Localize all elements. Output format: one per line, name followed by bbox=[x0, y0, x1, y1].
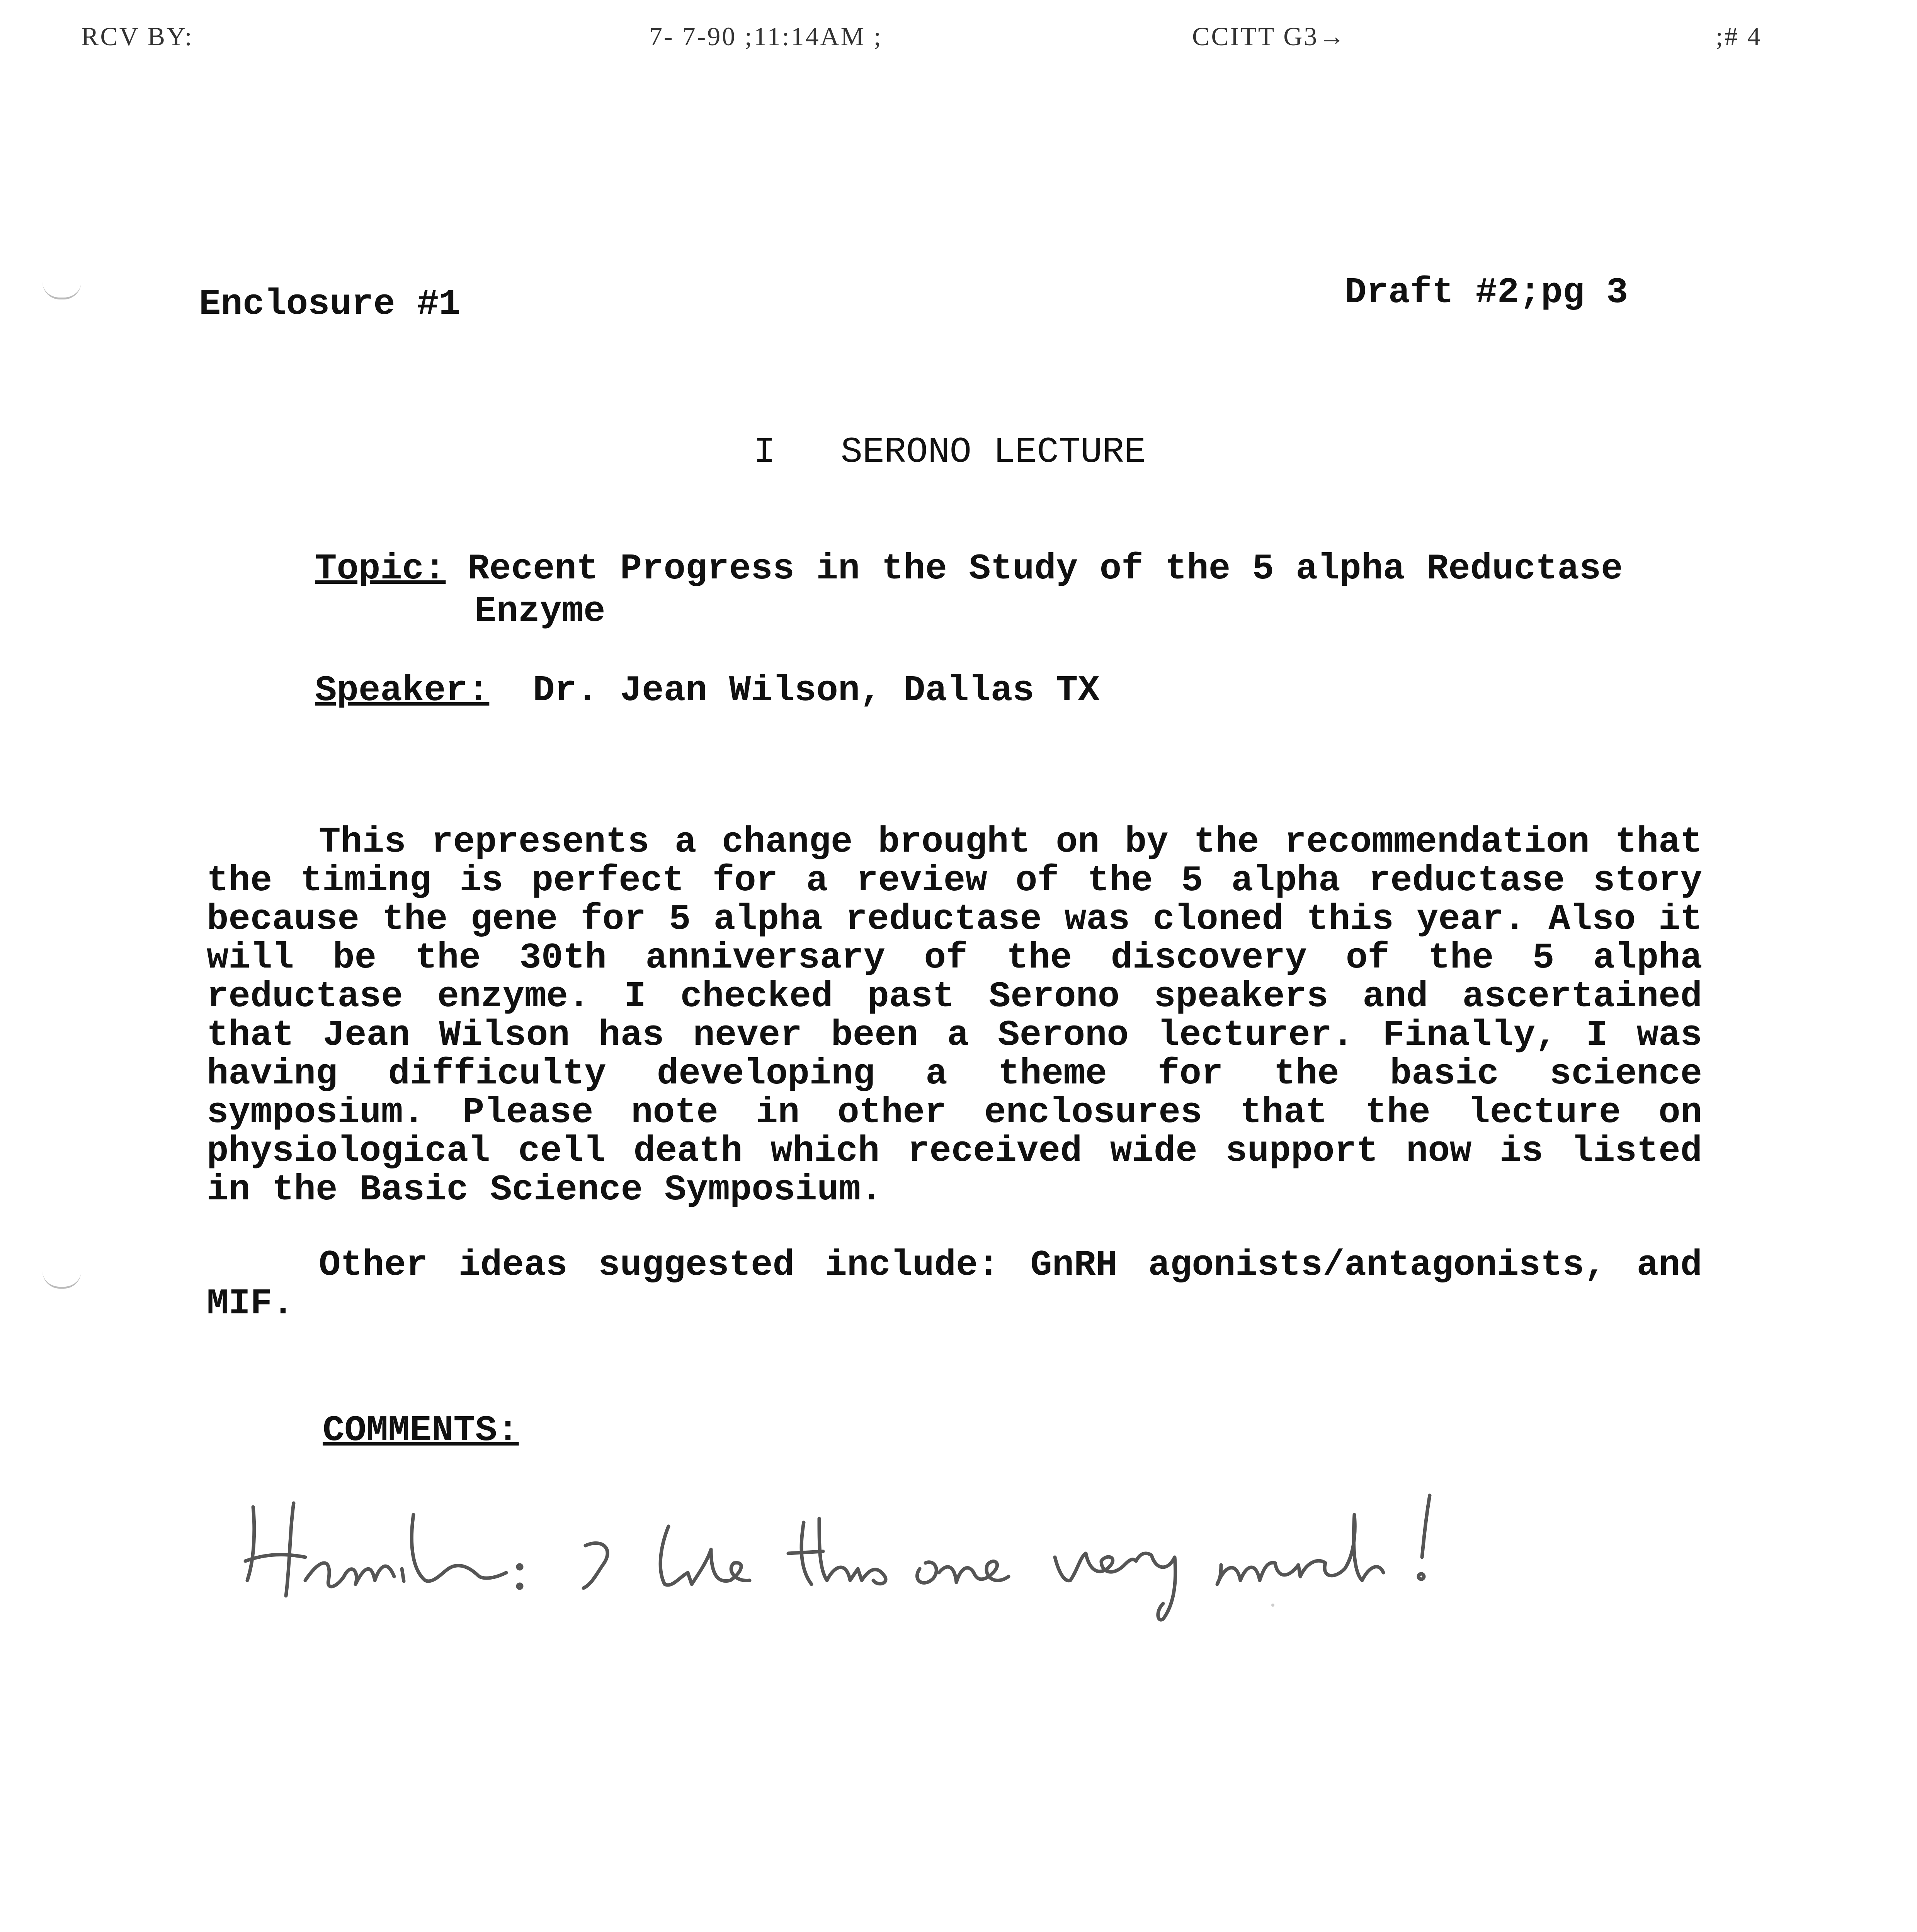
body-paragraph-1 bbox=[207, 823, 1702, 1209]
speaker-row bbox=[315, 670, 1100, 711]
fax-receiver: RCV BY: bbox=[81, 22, 194, 51]
enclosure-label: Enclosure #1 bbox=[199, 284, 461, 325]
body-paragraph-1-text: This represents a change brought on by the recommendation that the timing is perfect for a review of the 5 alpha reductase story because the gene for 5 alpha reductase was cloned this year. Also it will be the 30th anniversary of the discovery of the 5 alpha reductase enzyme. I checked past Serono speakers and ascertained that Jean Wilson has never been a Serono lecturer. Finally, I was having difficulty developing a theme for the basic science symposium. Please note in other enclosures that the lecture on physiological cell death which received wide support now is listed in the Basic Science Symposium. bbox=[207, 822, 1702, 1211]
topic-row bbox=[315, 549, 1623, 590]
topic-label: Topic: bbox=[315, 549, 446, 590]
speaker-value: Dr. Jean Wilson, Dallas TX bbox=[533, 670, 1100, 711]
draft-label: Draft #2;pg 3 bbox=[1345, 272, 1628, 313]
binder-mark bbox=[43, 1271, 81, 1289]
body-paragraph-2 bbox=[207, 1246, 1702, 1323]
body-paragraph-2-text: Other ideas suggested include: GnRH agonists/antagonists, and MIF. bbox=[207, 1245, 1702, 1325]
fax-datetime: 7- 7-90 ;11:14AM ; bbox=[649, 22, 883, 51]
page-title: I SERONO LECTURE bbox=[754, 432, 1146, 473]
scan-speck bbox=[1271, 1604, 1274, 1607]
topic-line-1: Recent Progress in the Study of the 5 alpha Reductase bbox=[467, 549, 1623, 590]
handwritten-comment bbox=[232, 1480, 1546, 1627]
fax-page-number: ;# 4 bbox=[1716, 22, 1762, 51]
topic-line-2: Enzyme bbox=[475, 591, 606, 632]
comments-label: COMMENTS: bbox=[323, 1410, 519, 1451]
speaker-label: Speaker: bbox=[315, 670, 490, 711]
fax-protocol: CCITT G3→ bbox=[1192, 22, 1347, 51]
binder-mark bbox=[43, 282, 81, 299]
